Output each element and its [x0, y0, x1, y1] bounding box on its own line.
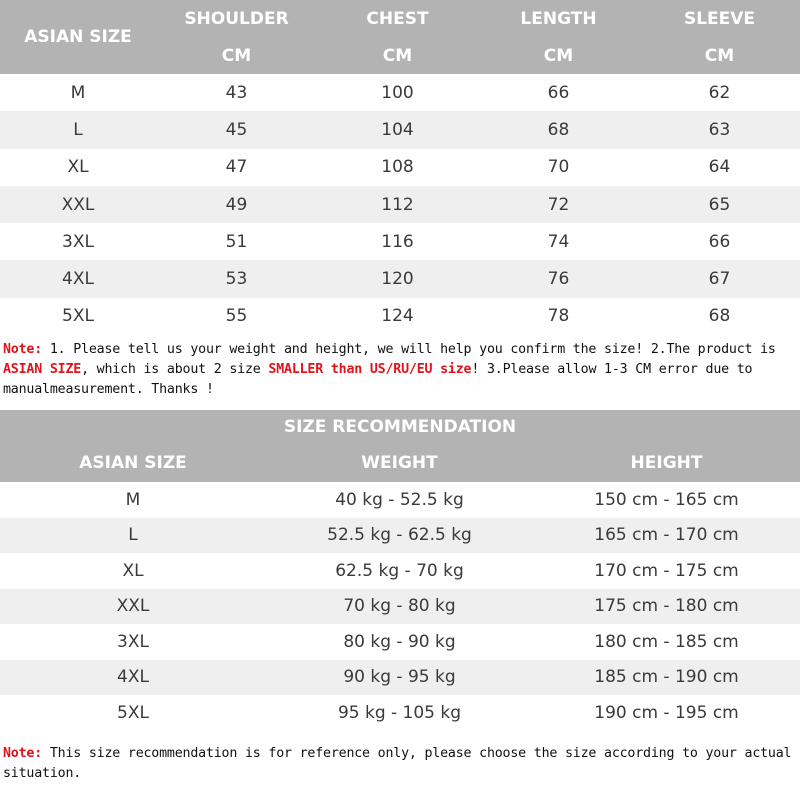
table-row: [0, 624, 800, 660]
cell-length: 70: [547, 157, 570, 178]
cell-shoulder: 43: [225, 82, 248, 103]
cell-size: XXL: [116, 596, 150, 617]
cell-sleeve: 66: [708, 231, 731, 252]
size-chart-table: [0, 0, 800, 335]
cell-length: 74: [547, 231, 570, 252]
cell-size: M: [70, 82, 86, 103]
note-text-3: ! 3.Please allow 1-3 CM error due to manualmeasurement. Thanks !: [3, 362, 753, 397]
size-note: [3, 340, 797, 400]
cell-height: 185 cm - 190 cm: [594, 667, 739, 688]
cell-weight: 80 kg - 90 kg: [343, 631, 456, 652]
unit-sleeve: CM: [704, 45, 735, 66]
cell-chest: 124: [381, 306, 414, 327]
header-asian-size: ASIAN SIZE: [24, 27, 132, 47]
table-row: [0, 74, 800, 111]
unit-length: CM: [543, 45, 574, 66]
cell-sleeve: 68: [708, 306, 731, 327]
table-row: [0, 298, 800, 335]
recommendation-title: SIZE RECOMMENDATION: [283, 417, 517, 437]
unit-shoulder: CM: [221, 45, 252, 66]
table-row: [0, 589, 800, 625]
rec-header-asian-size: ASIAN SIZE: [79, 453, 187, 473]
rec-header-weight: WEIGHT: [361, 453, 438, 473]
cell-chest: 108: [381, 157, 414, 178]
note2-text: This size recommendation is for reference only, please choose the size according to your actual situation.: [3, 746, 792, 781]
cell-size: 4XL: [62, 269, 94, 290]
cell-weight: 90 kg - 95 kg: [343, 667, 456, 688]
cell-sleeve: 62: [708, 82, 731, 103]
cell-size: M: [125, 489, 141, 510]
table-row: [0, 186, 800, 223]
cell-shoulder: 45: [225, 119, 248, 140]
cell-sleeve: 65: [708, 194, 731, 215]
note2-label: Note:: [3, 746, 43, 761]
header-sleeve: SLEEVE: [683, 8, 756, 29]
cell-weight: 70 kg - 80 kg: [343, 596, 456, 617]
header-length: LENGTH: [520, 8, 597, 29]
cell-size: 5XL: [62, 306, 94, 327]
cell-sleeve: 63: [708, 119, 731, 140]
cell-size: L: [128, 525, 138, 546]
size-chart-header-row: [0, 0, 800, 37]
cell-shoulder: 53: [225, 269, 248, 290]
table-row: [0, 695, 800, 731]
cell-sleeve: 64: [708, 157, 731, 178]
cell-height: 150 cm - 165 cm: [594, 489, 739, 510]
cell-size: 5XL: [117, 702, 149, 723]
table-row: [0, 518, 800, 554]
recommendation-title-row: [0, 410, 800, 444]
table-row: [0, 223, 800, 260]
cell-height: 190 cm - 195 cm: [594, 702, 739, 723]
table-row: [0, 482, 800, 518]
cell-size: 4XL: [117, 667, 149, 688]
cell-chest: 100: [381, 82, 414, 103]
table-row: [0, 553, 800, 589]
cell-size: 3XL: [62, 231, 94, 252]
header-shoulder: SHOULDER: [184, 8, 289, 29]
cell-length: 68: [547, 119, 570, 140]
cell-height: 175 cm - 180 cm: [594, 596, 739, 617]
cell-size: XL: [67, 157, 89, 178]
rec-header-height: HEIGHT: [630, 453, 703, 473]
cell-weight: 62.5 kg - 70 kg: [335, 560, 464, 581]
cell-sleeve: 67: [708, 269, 731, 290]
cell-height: 165 cm - 170 cm: [594, 525, 739, 546]
cell-shoulder: 47: [225, 157, 248, 178]
cell-shoulder: 51: [225, 231, 248, 252]
cell-size: XL: [122, 560, 144, 581]
cell-size: L: [73, 119, 83, 140]
cell-height: 170 cm - 175 cm: [594, 560, 739, 581]
cell-chest: 116: [381, 231, 414, 252]
recommendation-note: [3, 744, 797, 784]
note-highlight-asian-size: ASIAN SIZE: [3, 362, 82, 377]
cell-height: 180 cm - 185 cm: [594, 631, 739, 652]
header-chest: CHEST: [366, 8, 429, 29]
note-text-1: 1. Please tell us your weight and height, we will help you confirm the size! 2.The product is: [42, 342, 776, 357]
cell-shoulder: 49: [225, 194, 248, 215]
table-row: [0, 149, 800, 186]
unit-chest: CM: [382, 45, 413, 66]
cell-size: 3XL: [117, 631, 149, 652]
recommendation-header-row: [0, 444, 800, 482]
table-row: [0, 660, 800, 696]
table-row: [0, 260, 800, 297]
cell-chest: 104: [381, 119, 414, 140]
cell-chest: 120: [381, 269, 414, 290]
note-text-2: , which is about 2 size: [81, 362, 269, 377]
cell-length: 76: [547, 269, 570, 290]
cell-weight: 40 kg - 52.5 kg: [335, 489, 464, 510]
cell-size: XXL: [61, 194, 95, 215]
cell-length: 72: [547, 194, 570, 215]
cell-length: 66: [547, 82, 570, 103]
cell-shoulder: 55: [225, 306, 248, 327]
cell-weight: 52.5 kg - 62.5 kg: [327, 525, 472, 546]
cell-length: 78: [547, 306, 570, 327]
note-highlight-smaller: SMALLER than US/RU/EU size: [268, 362, 472, 377]
size-recommendation-table: [0, 410, 800, 731]
table-row: [0, 111, 800, 148]
cell-weight: 95 kg - 105 kg: [337, 702, 462, 723]
cell-chest: 112: [381, 194, 414, 215]
note-label: Note:: [3, 342, 43, 357]
